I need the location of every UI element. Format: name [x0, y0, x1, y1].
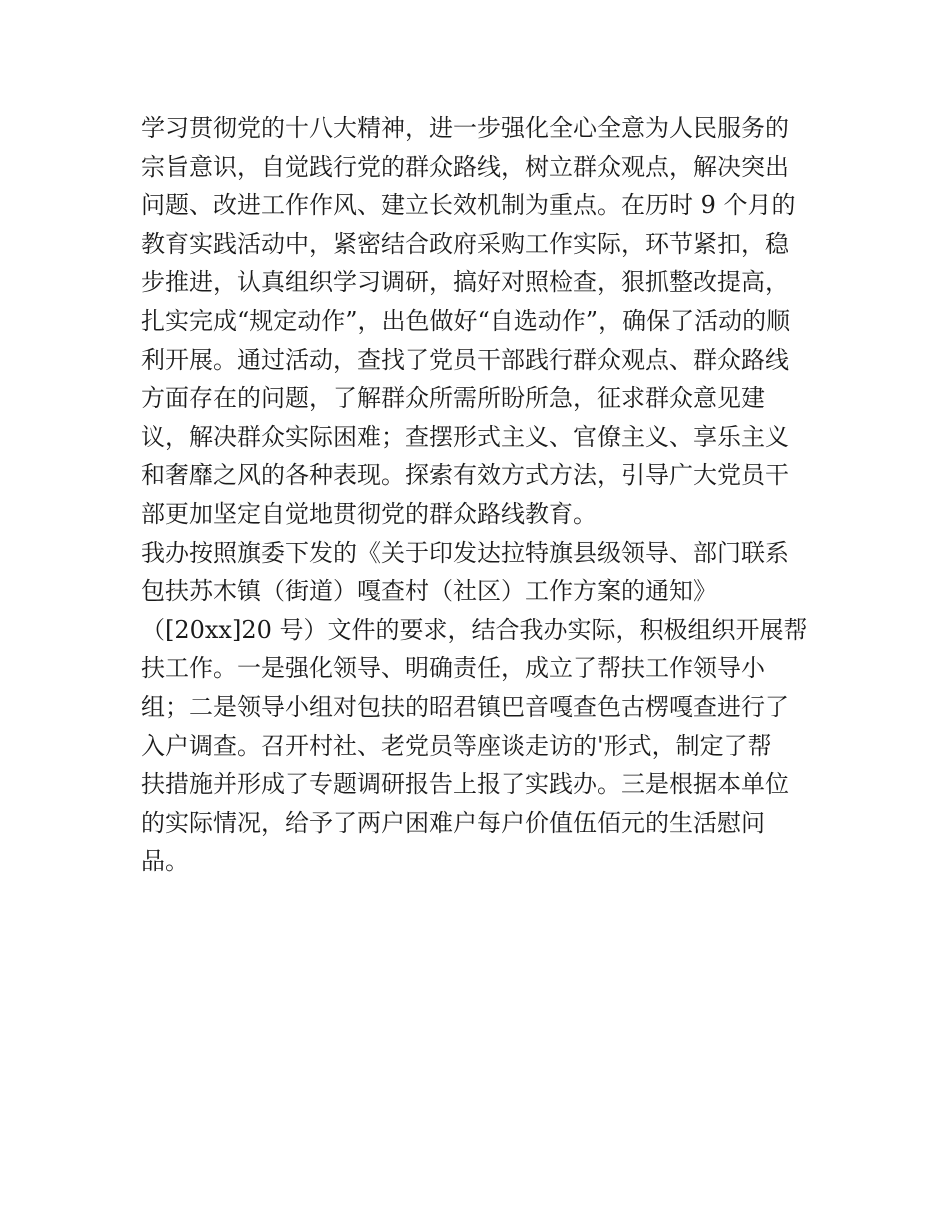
paragraph-1	[141, 109, 813, 534]
text-line: 包扶苏木镇（街道）嘎查村（社区）工作方案的通知》	[141, 577, 717, 606]
text-line: 教育实践活动中，紧密结合政府采购工作实际，环节紧扣，稳	[141, 229, 789, 258]
text-line: 问题、改进工作作风、建立长效机制为重点。在历时 9 个月的	[141, 191, 796, 220]
text-line: 部更加坚定自觉地贯彻党的群众路线教育。	[141, 499, 597, 528]
text-line: 学习贯彻党的十八大精神，进一步强化全心全意为人民服务的	[141, 114, 789, 142]
text-line: 扶措施并形成了专题调研报告上报了实践办。三是根据本单位	[141, 770, 789, 799]
text-line: （[20xx]20 号）文件的要求，结合我办实际，积极组织开展帮	[141, 615, 808, 644]
text-line: 的实际情况，给予了两户困难户每户价值伍佰元的生活慰问	[141, 808, 765, 837]
text-line: 宗旨意识，自觉践行党的群众路线，树立群众观点，解决突出	[141, 152, 789, 181]
text-line: 步推进，认真组织学习调研，搞好对照检查，狠抓整改提高，	[141, 268, 789, 297]
text-line: 和奢靡之风的各种表现。探索有效方式方法，引导广大党员干	[141, 461, 789, 490]
text-line: 议，解决群众实际困难；查摆形式主义、官僚主义、享乐主义	[141, 422, 789, 451]
text-line: 利开展。通过活动，查找了党员干部践行群众观点、群众路线	[141, 345, 789, 374]
text-line: 方面存在的问题，了解群众所需所盼所急，征求群众意见建	[141, 384, 765, 413]
document-body	[141, 109, 813, 881]
text-line: 扶工作。一是强化领导、明确责任，成立了帮扶工作领导小	[141, 654, 765, 683]
text-line: 组；二是领导小组对包扶的昭君镇巴音嘎查色古楞嘎查进行了	[141, 692, 789, 721]
text-line: 入户调查。召开村社、老党员等座谈走访的'形式，制定了帮	[141, 731, 772, 760]
paragraph-2	[141, 534, 813, 881]
text-line: 我办按照旗委下发的《关于印发达拉特旗县级领导、部门联系	[141, 538, 789, 567]
text-line: 品。	[141, 847, 189, 876]
text-line: 扎实完成“规定动作”，出色做好“自选动作”，确保了活动的顺	[141, 306, 791, 335]
